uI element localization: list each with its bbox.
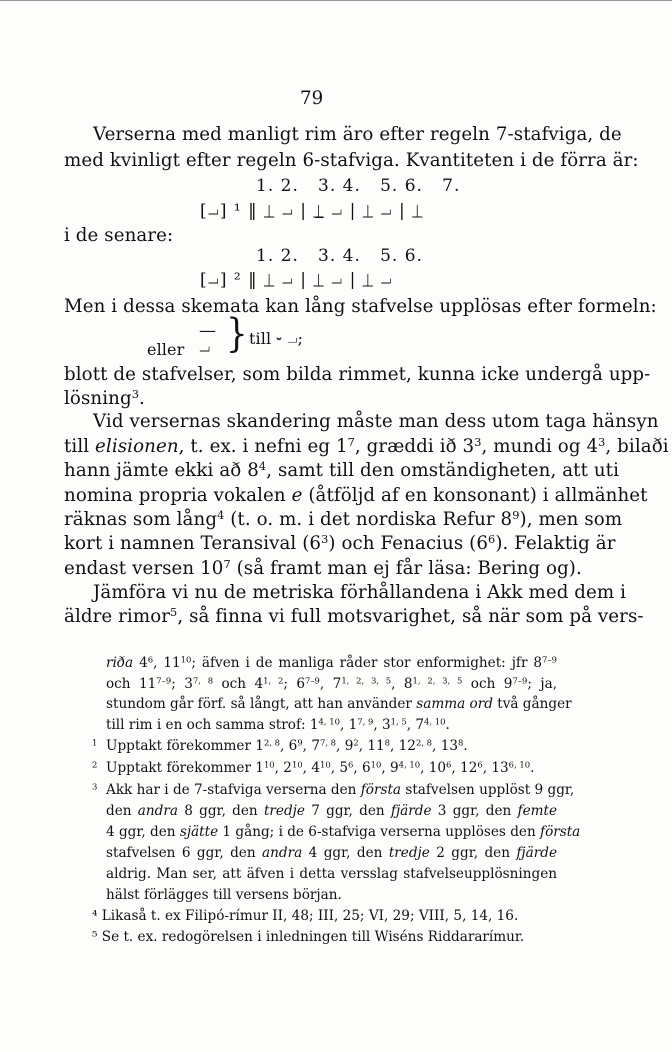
body-line: med kvinligt efter regeln 6-stafviga. Kvantiteten i de förra är: [64, 150, 639, 171]
body-line: räknas som lång$^4$ (t. o. m. i det nordiska Refur $8^9$), men som [64, 508, 623, 530]
formula-till: till ⏑ ⏗; [249, 329, 304, 348]
formula-long-symbol: — [199, 321, 216, 341]
body-line: i de senare: [64, 225, 174, 246]
footnote-line: hälst förlägges till versens början. [106, 887, 342, 903]
scheme-numbers: 1. 2. 3. 4. 5. 6. 7. [256, 176, 461, 196]
formula-anceps-symbol: ⏗ [199, 338, 211, 358]
body-line: endast versen $10^7$ (så framt man ej får läsa: Bering og). [64, 557, 582, 579]
footnote-line: den andra 8 ggr, den tredje 7 ggr, den fjärde 3 ggr, den femte [106, 803, 558, 819]
formula-brace: } [226, 311, 248, 357]
footnote-line: stafvelsen 6 ggr, den andra 4 ggr, den tredje 2 ggr, den fjärde [106, 845, 557, 861]
footnote-line: till rim i en och samma strof: 1$^{4, 10}$, 1$^{7, 9}$, 3$^{1, 5}$, 7$^{4, 10}$. [106, 716, 450, 733]
body-line: Jämföra vi nu de metriska förhållandena i Akk med dem i [93, 582, 627, 603]
scheme-pattern: [⏗] ² ‖ ⏊ ⏗ | ⏊ ⏗ | ⏊ ⏗ [200, 270, 393, 290]
footnote-line: 4 ggr, den sjätte 1 gång; i de 6-stafviga verserna upplöses den första [106, 824, 581, 840]
footnote-5: ⁵ Se t. ex. redogörelsen i inledningen till Wiséns Riddararímur. [92, 929, 525, 945]
footnote-3: $^3$ Akk har i de 7-stafviga verserna den första stafvelsen upplöst 9 ggr, [92, 781, 575, 798]
body-line: Verserna med manligt rim äro efter regeln 7-stafviga, de [93, 124, 622, 145]
footnote-1: $^1$ Upptakt förekommer 1$^{2, 8}$, $6^9$, 7$^{7, 8}$, $9^2$, $11^8$, 12$^{2, 8}$, $13^8$. [92, 737, 468, 754]
footnote-line: riða $4^6$, $11^{10}$; äfven i de manliga råder stor enformighet: jfr 8$^{7-9}$ [106, 654, 557, 671]
body-line: till elisionen, t. ex. i nefni eg $1^7$, græddi ið $3^3$, mundi og $4^3$, bilaði [64, 435, 669, 457]
footnote-4: ⁴ Likaså t. ex Filipó-rímur II, 48; III, 25; VI, 29; VIII, 5, 14, 16. [92, 908, 519, 924]
footnote-line: och 11$^{7-9}$; 3$^{7, 8}$ och 4$^{1, 2}$; 6$^{7-9}$, 7$^{1, 2, 3, 5}$, 8$^{1, 2, 3, 5}$ och 9$^{7-9}$; ja, [106, 675, 558, 692]
top-rule [0, 0, 672, 1]
footnote-line: aldrig. Man ser, att äfven i detta versslag stafvelseupplösningen [106, 866, 557, 882]
body-line: äldre rimor$^5$, så finna vi full motsvarighet, så när som på vers- [64, 605, 644, 627]
formula-eller: eller [147, 340, 185, 359]
body-line: nomina propria vokalen e (åtföljd af en konsonant) i allmänhet [64, 485, 648, 506]
body-line: kort i namnen Teransival $(6^3)$ och Fenacius $(6^6)$. Felaktig är [64, 532, 616, 554]
scheme-pattern: [⏗] ¹ ‖ ⏊ ⏗ | ⏊̲ ⏗ | ⏊ ⏗ | ⏊ [200, 201, 424, 221]
body-line: lösning$^3$. [64, 387, 145, 409]
page-number: 79 [300, 88, 324, 109]
body-line: blott de stafvelser, som bilda rimmet, kunna icke undergå upp- [64, 364, 651, 385]
scheme-numbers: 1. 2. 3. 4. 5. 6. [256, 246, 423, 266]
footnote-line: stundom går förf. så långt, att han använder samma ord två gånger [106, 696, 572, 712]
body-line: hann jämte ekki að $8^4$, samt till den omständigheten, att uti [64, 459, 620, 481]
footnote-2: $^2$ Upptakt förekommer $1^{10}$, $2^{10}$, $4^{10}$, $5^6$, $6^{10}$, 9$^{4, 10}$, $10^6$, $12^6$, 13$^{6, 10}$. [92, 759, 535, 776]
body-line: Vid versernas skandering måste man dess utom taga hänsyn [93, 411, 659, 432]
body-line: Men i dessa skemata kan lång stafvelse upplösas efter formeln: [64, 296, 657, 317]
